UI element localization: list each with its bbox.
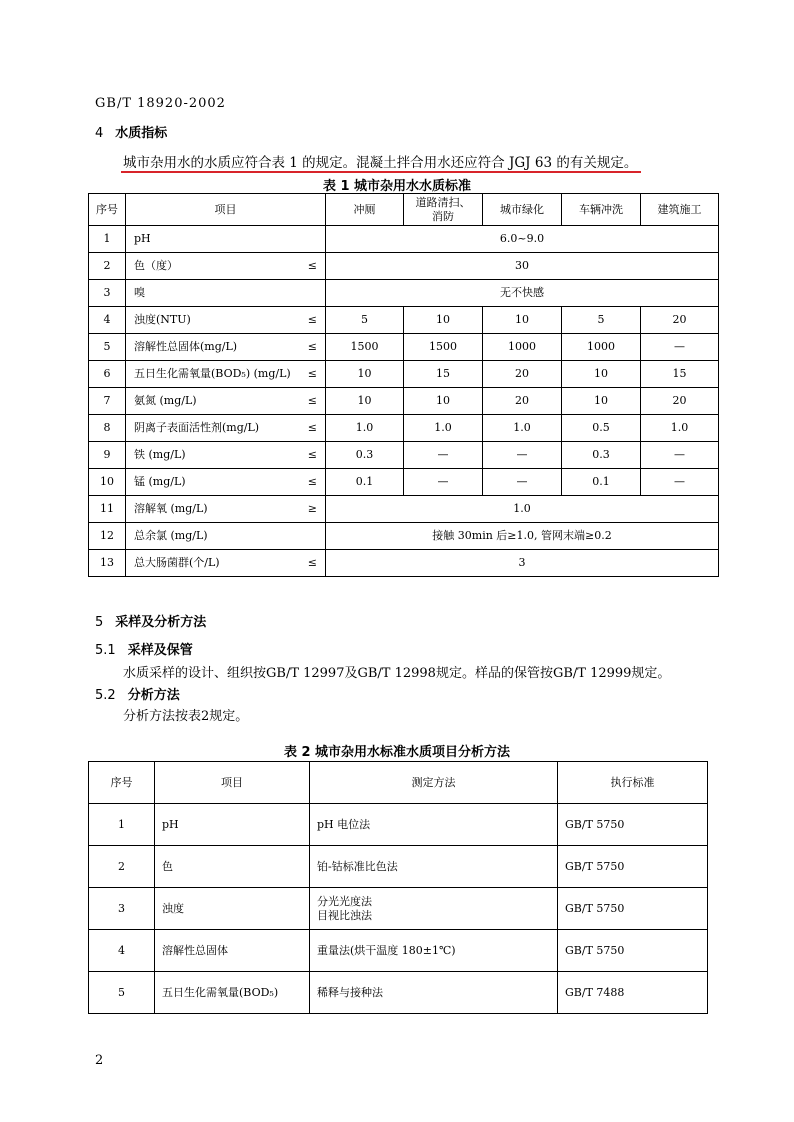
value-cell: 10 bbox=[562, 361, 641, 388]
method-line: 目视比浊法 bbox=[317, 908, 372, 922]
value-cell: 1500 bbox=[404, 334, 483, 361]
row-number: 4 bbox=[89, 307, 126, 334]
item-name: pH bbox=[126, 226, 293, 253]
section-5-2-paragraph: 分析方法按表2规定。 bbox=[123, 709, 249, 724]
header-cell: 车辆冲洗 bbox=[562, 194, 641, 226]
section-5-2-number: 5.2 bbox=[95, 688, 116, 703]
value-cell: 1.0 bbox=[641, 415, 719, 442]
table-row bbox=[89, 550, 719, 577]
header-cell: 序号 bbox=[89, 762, 155, 804]
comparison-symbol: ≤ bbox=[293, 361, 326, 388]
merged-value: 1.0 bbox=[326, 496, 719, 523]
header-line: 消防 bbox=[432, 209, 454, 223]
section-4-heading bbox=[95, 122, 167, 141]
row-number: 11 bbox=[89, 496, 126, 523]
table-row bbox=[89, 253, 719, 280]
section-5-1-paragraph: 水质采样的设计、组织按GB/T 12997及GB/T 12998规定。样品的保管按GB/T 12999规定。 bbox=[123, 666, 671, 681]
value-cell: — bbox=[641, 442, 719, 469]
value-cell: 10 bbox=[562, 388, 641, 415]
table-1-caption: 表 1 城市杂用水水质标准 bbox=[322, 179, 472, 194]
row-number: 1 bbox=[89, 226, 126, 253]
row-number: 8 bbox=[89, 415, 126, 442]
value-cell: 15 bbox=[641, 361, 719, 388]
section-4-number: 4 bbox=[95, 126, 104, 141]
value-cell: 0.3 bbox=[326, 442, 404, 469]
analysis-method-table bbox=[88, 761, 708, 1014]
header-cell bbox=[404, 194, 483, 226]
header-cell: 建筑施工 bbox=[641, 194, 719, 226]
item-name: 浊度 bbox=[155, 888, 310, 930]
table-row bbox=[89, 846, 708, 888]
comparison-symbol: ≤ bbox=[293, 469, 326, 496]
header-cell: 测定方法 bbox=[310, 762, 558, 804]
header-cell: 冲厕 bbox=[326, 194, 404, 226]
merged-value: 6.0~9.0 bbox=[326, 226, 719, 253]
row-number: 12 bbox=[89, 523, 126, 550]
value-cell: 20 bbox=[641, 388, 719, 415]
table-row bbox=[89, 496, 719, 523]
standard-cell: GB/T 5750 bbox=[558, 888, 708, 930]
value-cell: 10 bbox=[483, 307, 562, 334]
value-cell: 20 bbox=[641, 307, 719, 334]
table-row bbox=[89, 361, 719, 388]
standard-cell: GB/T 5750 bbox=[558, 930, 708, 972]
comparison-symbol: ≤ bbox=[293, 253, 326, 280]
value-cell: — bbox=[404, 469, 483, 496]
value-cell: — bbox=[641, 334, 719, 361]
value-cell: 0.1 bbox=[326, 469, 404, 496]
table-row bbox=[89, 469, 719, 496]
value-cell: 1500 bbox=[326, 334, 404, 361]
value-cell: 1000 bbox=[562, 334, 641, 361]
method-cell bbox=[310, 888, 558, 930]
value-cell: 20 bbox=[483, 361, 562, 388]
table-row bbox=[89, 226, 719, 253]
item-name: 溶解氧 (mg/L) bbox=[126, 496, 293, 523]
table-1-body bbox=[89, 226, 719, 577]
table-row bbox=[89, 972, 708, 1014]
method-line: 铂-钴标准比色法 bbox=[317, 859, 398, 873]
item-name: 总余氯 (mg/L) bbox=[126, 523, 293, 550]
item-name: 嗅 bbox=[126, 280, 293, 307]
merged-value: 30 bbox=[326, 253, 719, 280]
row-number: 2 bbox=[89, 253, 126, 280]
section-5-number: 5 bbox=[95, 615, 104, 630]
value-cell: 15 bbox=[404, 361, 483, 388]
table-row bbox=[89, 523, 719, 550]
value-cell: 10 bbox=[326, 388, 404, 415]
table-row bbox=[89, 388, 719, 415]
comparison-symbol: ≤ bbox=[293, 307, 326, 334]
value-cell: — bbox=[483, 442, 562, 469]
standard-cell: GB/T 7488 bbox=[558, 972, 708, 1014]
comparison-symbol: ≤ bbox=[293, 334, 326, 361]
value-cell: 1000 bbox=[483, 334, 562, 361]
value-cell: 0.3 bbox=[562, 442, 641, 469]
row-number: 5 bbox=[89, 972, 155, 1014]
method-cell bbox=[310, 804, 558, 846]
section-5-heading bbox=[95, 611, 206, 630]
standard-cell: GB/T 5750 bbox=[558, 846, 708, 888]
header-cell: 项目 bbox=[126, 194, 326, 226]
item-name: 色 bbox=[155, 846, 310, 888]
item-name: 五日生化需氧量(BOD₅) (mg/L) bbox=[126, 361, 293, 388]
section-5-2-title: 分析方法 bbox=[127, 688, 180, 703]
item-name: 总大肠菌群(个/L) bbox=[126, 550, 293, 577]
table-1-header-row bbox=[89, 194, 719, 226]
standard-cell: GB/T 5750 bbox=[558, 804, 708, 846]
header-line: 道路清扫、 bbox=[415, 195, 471, 209]
section-5-title: 采样及分析方法 bbox=[115, 615, 207, 630]
row-number: 13 bbox=[89, 550, 126, 577]
method-line: 分光光度法 bbox=[317, 894, 372, 908]
section-5-2-heading bbox=[95, 684, 180, 703]
comparison-symbol bbox=[293, 280, 326, 307]
item-name: 色（度） bbox=[126, 253, 293, 280]
method-line: 重量法(烘干温度 180±1℃) bbox=[317, 943, 456, 957]
table-row bbox=[89, 442, 719, 469]
comparison-symbol: ≤ bbox=[293, 442, 326, 469]
table-2-caption: 表 2 城市杂用水标准水质项目分析方法 bbox=[283, 745, 511, 760]
comparison-symbol bbox=[293, 226, 326, 253]
merged-value: 无不快感 bbox=[326, 280, 719, 307]
page-number: 2 bbox=[95, 1053, 104, 1068]
row-number: 1 bbox=[89, 804, 155, 846]
value-cell: — bbox=[641, 469, 719, 496]
method-line: 稀释与接种法 bbox=[317, 985, 383, 999]
table-row bbox=[89, 415, 719, 442]
table-row bbox=[89, 334, 719, 361]
value-cell: 20 bbox=[483, 388, 562, 415]
row-number: 5 bbox=[89, 334, 126, 361]
value-cell: 1.0 bbox=[404, 415, 483, 442]
table-row bbox=[89, 930, 708, 972]
value-cell: 10 bbox=[404, 307, 483, 334]
comparison-symbol: ≥ bbox=[293, 496, 326, 523]
value-cell: 10 bbox=[326, 361, 404, 388]
row-number: 2 bbox=[89, 846, 155, 888]
item-name: 铁 (mg/L) bbox=[126, 442, 293, 469]
section-5-1-number: 5.1 bbox=[95, 643, 116, 658]
header-cell: 城市绿化 bbox=[483, 194, 562, 226]
table-2-body bbox=[89, 804, 708, 1014]
item-name: 锰 (mg/L) bbox=[126, 469, 293, 496]
method-cell bbox=[310, 972, 558, 1014]
header-cell: 序号 bbox=[89, 194, 126, 226]
value-cell: — bbox=[483, 469, 562, 496]
comparison-symbol bbox=[293, 523, 326, 550]
section-5-1-heading bbox=[95, 639, 193, 658]
value-cell: 10 bbox=[404, 388, 483, 415]
merged-value: 3 bbox=[326, 550, 719, 577]
table-row bbox=[89, 280, 719, 307]
red-underline-annotation bbox=[121, 171, 641, 173]
comparison-symbol: ≤ bbox=[293, 550, 326, 577]
item-name: 浊度(NTU) bbox=[126, 307, 293, 334]
row-number: 10 bbox=[89, 469, 126, 496]
header-cell: 项目 bbox=[155, 762, 310, 804]
row-number: 6 bbox=[89, 361, 126, 388]
row-number: 9 bbox=[89, 442, 126, 469]
value-cell: 5 bbox=[562, 307, 641, 334]
merged-value: 接触 30min 后≥1.0, 管网末端≥0.2 bbox=[326, 523, 719, 550]
item-name: pH bbox=[155, 804, 310, 846]
section-4-paragraph: 城市杂用水的水质应符合表 1 的规定。混凝土拌合用水还应符合 JGJ 63 的有关规定。 bbox=[123, 155, 638, 171]
section-4-title: 水质指标 bbox=[115, 126, 168, 141]
value-cell: 0.1 bbox=[562, 469, 641, 496]
method-cell bbox=[310, 846, 558, 888]
item-name: 溶解性总固体(mg/L) bbox=[126, 334, 293, 361]
row-number: 3 bbox=[89, 280, 126, 307]
row-number: 4 bbox=[89, 930, 155, 972]
table-row bbox=[89, 307, 719, 334]
value-cell: 0.5 bbox=[562, 415, 641, 442]
value-cell: 1.0 bbox=[483, 415, 562, 442]
method-line: pH 电位法 bbox=[317, 817, 371, 831]
standard-number: GB/T 18920-2002 bbox=[95, 96, 226, 111]
section-5-1-title: 采样及保管 bbox=[127, 643, 193, 658]
item-name: 溶解性总固体 bbox=[155, 930, 310, 972]
table-row bbox=[89, 804, 708, 846]
value-cell: — bbox=[404, 442, 483, 469]
water-quality-standard-table bbox=[88, 193, 719, 577]
value-cell: 5 bbox=[326, 307, 404, 334]
comparison-symbol: ≤ bbox=[293, 388, 326, 415]
row-number: 3 bbox=[89, 888, 155, 930]
item-name: 氨氮 (mg/L) bbox=[126, 388, 293, 415]
item-name: 阴离子表面活性剂(mg/L) bbox=[126, 415, 293, 442]
header-cell: 执行标准 bbox=[558, 762, 708, 804]
table-2-header-row bbox=[89, 762, 708, 804]
comparison-symbol: ≤ bbox=[293, 415, 326, 442]
table-row bbox=[89, 888, 708, 930]
method-cell bbox=[310, 930, 558, 972]
row-number: 7 bbox=[89, 388, 126, 415]
value-cell: 1.0 bbox=[326, 415, 404, 442]
item-name: 五日生化需氧量(BOD₅) bbox=[155, 972, 310, 1014]
